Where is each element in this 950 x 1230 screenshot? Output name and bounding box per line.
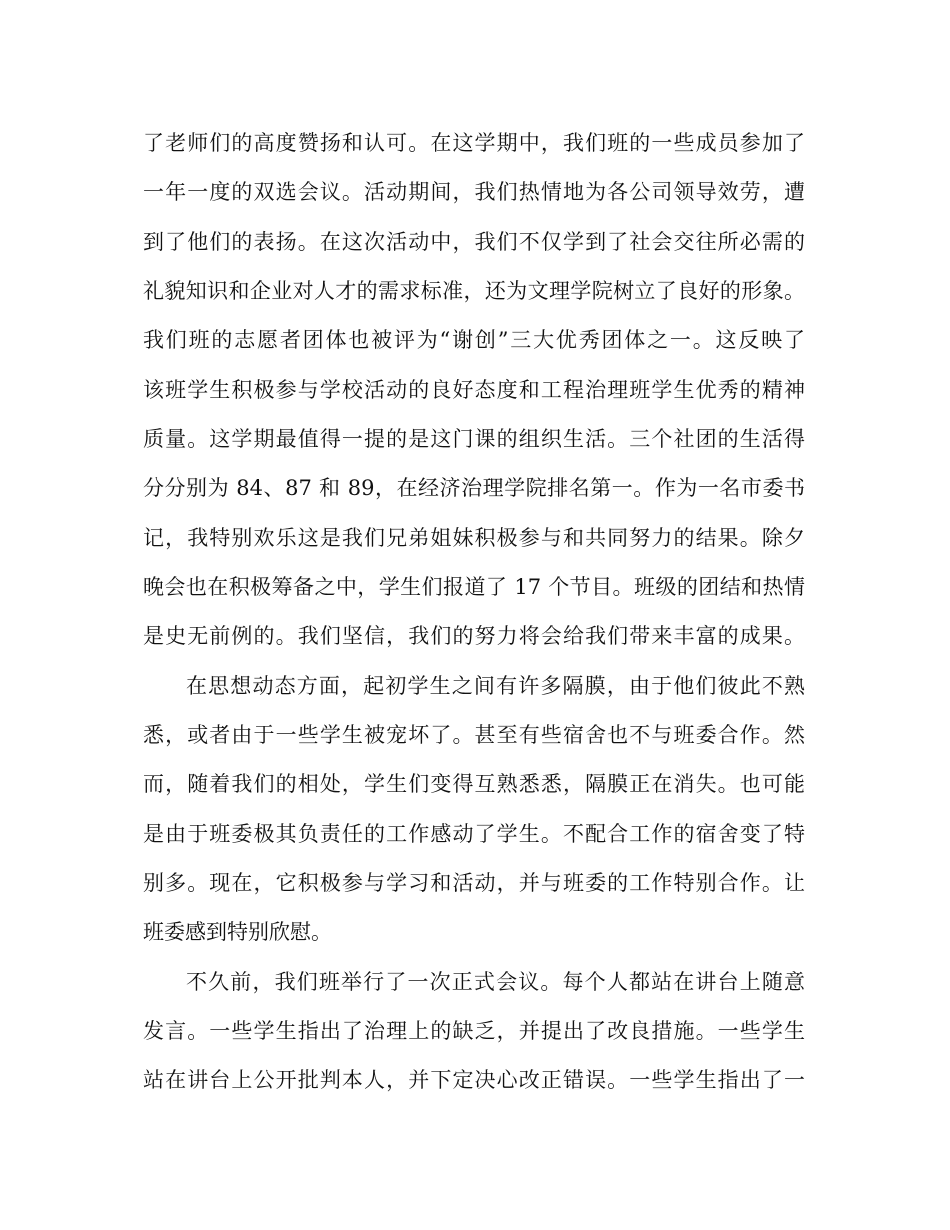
text-line: 悉，或者由于一些学生被宠坏了。甚至有些宿舍也不与班委合作。然 <box>143 723 805 747</box>
text-line: 站在讲台上公开批判本人，并下定决心改正错误。一些学生指出了一 <box>143 1068 805 1092</box>
text-line: 一年一度的双选会议。活动期间，我们热情地为各公司领导效劳，遭 <box>143 180 805 204</box>
text-line: 到了他们的表扬。在这次活动中，我们不仅学到了社会交往所必需的 <box>143 230 805 254</box>
paragraph-last-line: 班委感到特别欣慰。 <box>143 920 332 944</box>
text-line: 晚会也在积极筹备之中，学生们报道了 17 个节目。班级的团结和热情 <box>143 575 805 599</box>
text-line: 了老师们的高度赞扬和认可。在这学期中，我们班的一些成员参加了 <box>143 131 805 155</box>
text-line: 发言。一些学生指出了治理上的缺乏，并提出了改良措施。一些学生 <box>143 1019 805 1043</box>
text-line: 我们班的志愿者团体也被评为“谢创”三大优秀团体之一。这反映了 <box>143 328 805 352</box>
text-line: 礼貌知识和企业对人才的需求标准，还为文理学院树立了良好的形象。 <box>143 279 805 303</box>
paragraph-first-line: 不久前，我们班举行了一次正式会议。每个人都站在讲台上随意 <box>186 970 805 994</box>
text-line: 记，我特别欢乐这是我们兄弟姐妹积极参与和共同努力的结果。除夕 <box>143 526 805 550</box>
text-line: 分分别为 84、87 和 89，在经济治理学院排名第一。作为一名市委书 <box>143 476 805 500</box>
text-line: 别多。现在，它积极参与学习和活动，并与班委的工作特别合作。让 <box>143 871 805 895</box>
paragraph-first-line: 在思想动态方面，起初学生之间有许多隔膜，由于他们彼此不熟 <box>186 674 805 698</box>
text-line: 质量。这学期最值得一提的是这门课的组织生活。三个社团的生活得 <box>143 427 805 451</box>
text-line: 是由于班委极其负责任的工作感动了学生。不配合工作的宿舍变了特 <box>143 822 805 846</box>
text-line: 是史无前例的。我们坚信，我们的努力将会给我们带来丰富的成果。 <box>143 624 805 648</box>
text-line: 而，随着我们的相处，学生们变得互熟悉悉，隔膜正在消失。也可能 <box>143 772 805 796</box>
text-line: 该班学生积极参与学校活动的良好态度和工程治理班学生优秀的精神 <box>143 378 805 402</box>
